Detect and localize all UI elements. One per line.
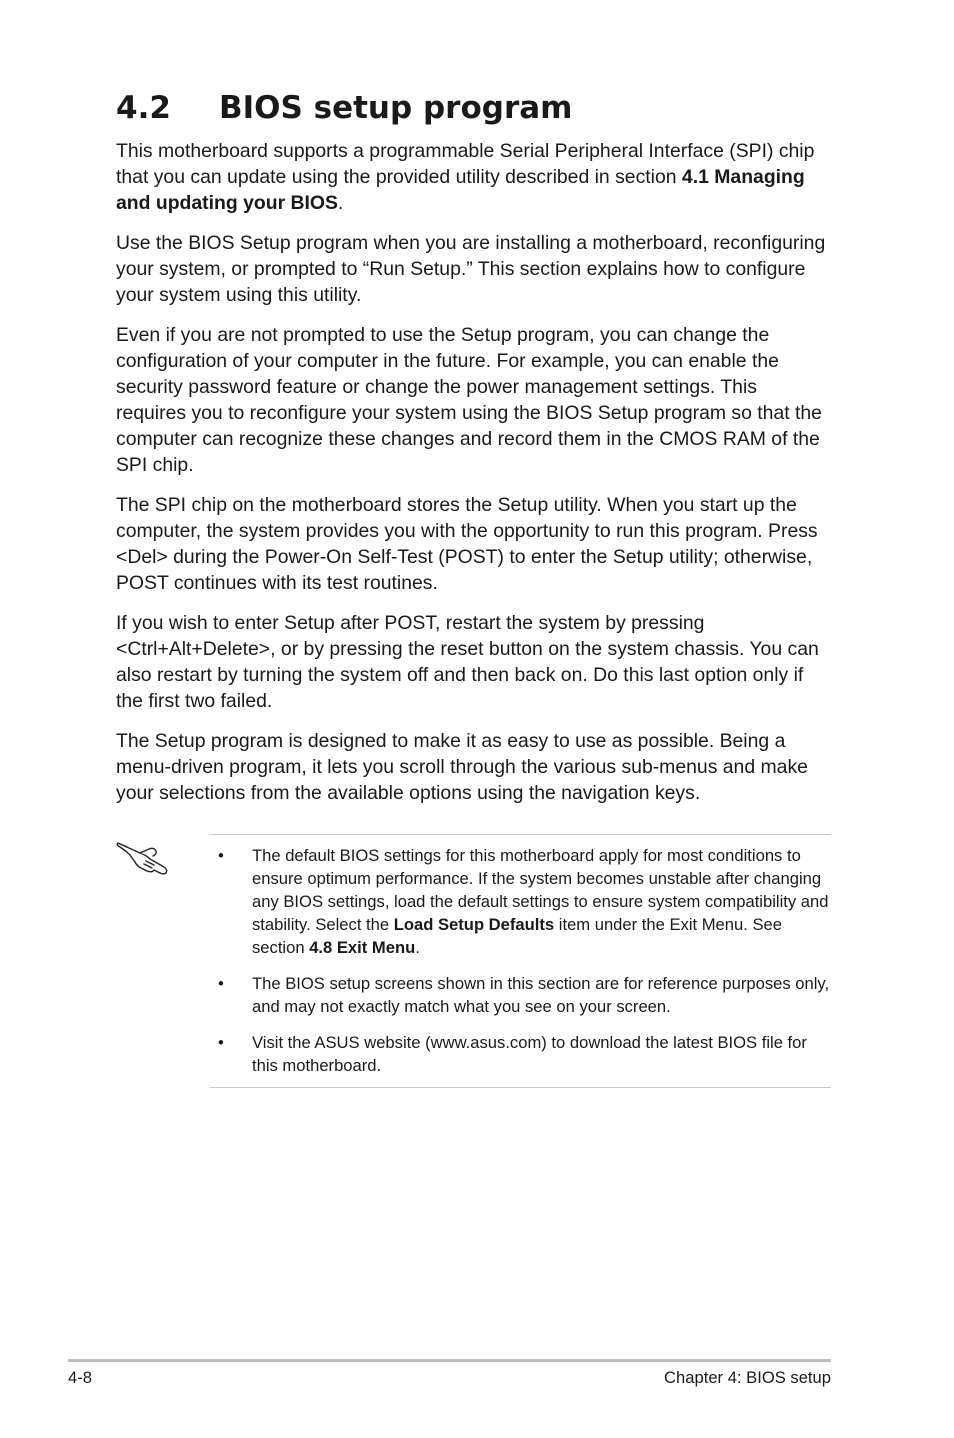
- body-text: [116, 138, 832, 820]
- bullet: •: [218, 974, 224, 993]
- note-text: item under the Exit Menu. See section: [252, 915, 782, 957]
- note-text: .: [415, 938, 420, 957]
- hand-pointing-icon: [116, 835, 172, 875]
- section-reference: 4.1 Managing and updating your BIOS: [116, 166, 805, 214]
- list-item: [210, 844, 831, 959]
- note-text: The BIOS setup screens shown in this section are for reference purposes only, and may not exactly match what you see on your screen.: [252, 974, 830, 1016]
- section-title: BIOS setup program: [219, 90, 573, 126]
- list-item: [210, 972, 831, 1018]
- note-text: The default BIOS settings for this motherboard apply for most conditions to ensure optimum performance. If the system becomes unstable after changing any BIOS settings, load the default settings to ensure system compatibility and stability. Select the: [252, 846, 829, 934]
- footer-divider: [68, 1359, 831, 1362]
- section-heading: [116, 86, 572, 130]
- paragraph-text: .: [337, 192, 344, 214]
- note-box: [210, 834, 831, 1088]
- menu-item-reference: Load Setup Defaults: [393, 915, 555, 934]
- paragraph-spi-intro: [116, 138, 832, 216]
- note-text: Visit the ASUS website (www.asus.com) to download the latest BIOS file for this motherboard.: [252, 1033, 807, 1075]
- paragraph-when-to-use: Use the BIOS Setup program when you are installing a motherboard, reconfiguring your system, or prompted to “Run Setup.” This section explains how to configure your system using this utility.: [116, 232, 826, 306]
- section-reference: 4.8 Exit Menu: [309, 938, 416, 957]
- note-list: [210, 844, 831, 1090]
- page-number: 4-8: [68, 1368, 92, 1387]
- paragraph-text: This motherboard supports a programmable Serial Peripheral Interface (SPI) chip that you can update using the provided utility described in section: [116, 140, 815, 188]
- paragraph-restart: If you wish to enter Setup after POST, restart the system by pressing <Ctrl+Alt+Delete>, or by pressing the reset button on the system chassis. You can also restart by turning the system off and then back on. Do this last option only if the first two failed.: [116, 612, 819, 712]
- list-item: [210, 1031, 831, 1077]
- chapter-label: Chapter 4: BIOS setup: [664, 1368, 831, 1387]
- paragraph-menu-driven: The Setup program is designed to make it as easy to use as possible. Being a menu-driven program, it lets you scroll through the various sub-menus and make your selections from the available options using the navigation keys.: [116, 730, 808, 804]
- section-number: 4.2: [116, 90, 171, 126]
- paragraph-reconfigure: Even if you are not prompted to use the Setup program, you can change the configuration of your computer in the future. For example, you can enable the security password feature or change the power management settings. This requires you to reconfigure your system using the BIOS Setup program so that the computer can recognize these changes and record them in the CMOS RAM of the SPI chip.: [116, 324, 822, 476]
- bullet: •: [218, 1033, 224, 1052]
- paragraph-enter-setup: The SPI chip on the motherboard stores the Setup utility. When you start up the computer, the system provides you with the opportunity to run this program. Press <Del> during the Power-On Self-Test (POST) to enter the Setup utility; otherwise, POST continues with its test routines.: [116, 494, 818, 594]
- bullet: •: [218, 846, 224, 865]
